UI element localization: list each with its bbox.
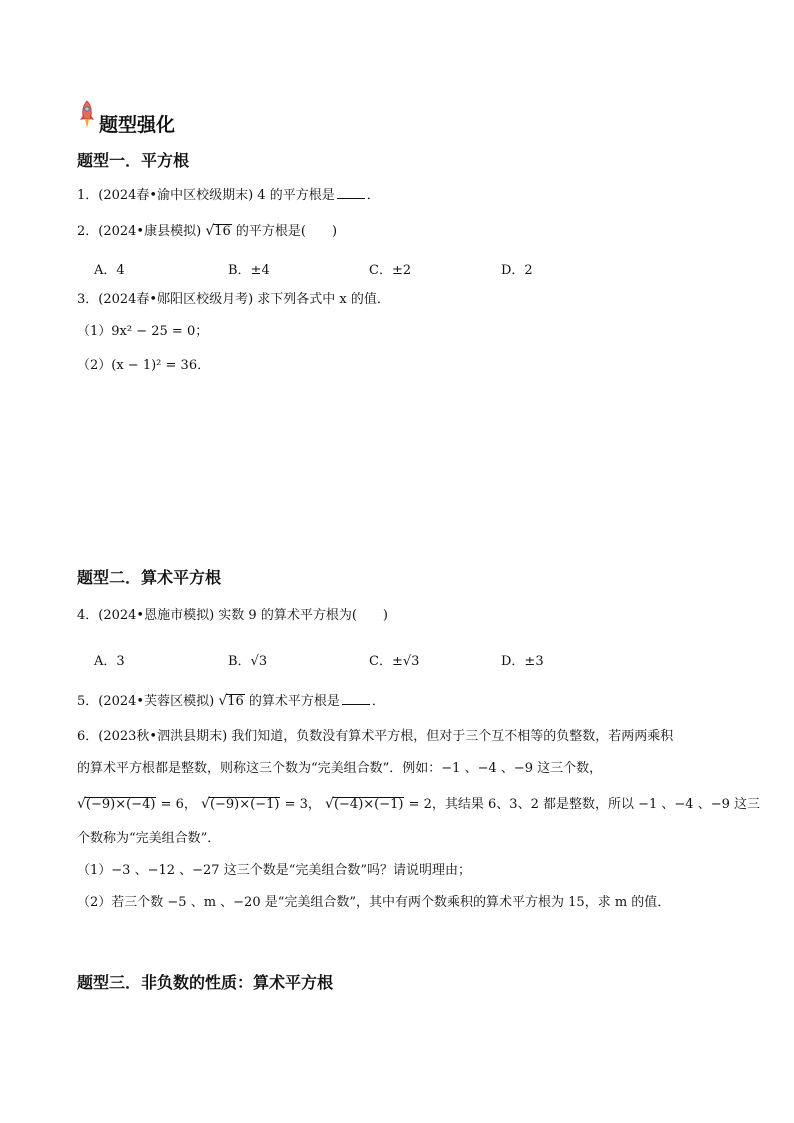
q4-option-b: B．√3 (228, 654, 268, 669)
q2-option-b: B．±4 (228, 263, 270, 278)
sqrt-sign: √ (77, 796, 86, 812)
q2-option-c: C．±2 (369, 263, 412, 278)
question-5 (77, 692, 385, 711)
result-text: = 6， (156, 797, 197, 812)
q4-option-d: D．±3 (501, 654, 544, 669)
question-2-source: 2．(2024•康县模拟) (77, 224, 206, 239)
section-heading-1: 题型一．平方根 (77, 151, 190, 170)
radicand: 16 (214, 224, 231, 239)
question-2 (77, 222, 337, 241)
question-5-text: 的算术平方根是 (244, 694, 340, 709)
result-text: = 2，其结果 6、3、2 都是整数，所以 −1 、−4 、−9 这三 (404, 797, 760, 812)
page-title: 题型强化 (99, 114, 176, 136)
question-5-end: ． (371, 694, 385, 709)
sqrt-sign: √ (218, 693, 228, 709)
radicand: 16 (227, 694, 244, 709)
question-3-part-1: （1）9x² − 25 = 0； (77, 324, 209, 339)
question-6-line-1: 6．(2023秋•泗洪县期末) 我们知道，负数没有算术平方根，但对于三个互不相等的负整数，若两两乘积 (77, 729, 674, 744)
question-6-line-3 (77, 795, 760, 814)
question-1 (77, 187, 380, 205)
question-6-line-2: 的算术平方根都是整数，则称这三个数为“完美组合数”．例如：−1 、−4 、−9 这三个数， (77, 761, 603, 776)
q4-option-c: C．±√3 (369, 654, 420, 669)
answer-blank (342, 704, 370, 705)
sqrt-sign: √ (325, 796, 334, 812)
result-text: = 3， (280, 797, 321, 812)
question-6-part-2: （2）若三个数 −5 、m 、−20 是“完美组合数”，其中有两个数乘积的算术平方根为 15，求 m 的值． (77, 895, 671, 910)
radicand: (−9)×(−4) (85, 797, 156, 812)
question-5-source: 5．(2024•芙蓉区模拟) (77, 694, 219, 709)
answer-blank (337, 198, 365, 199)
section-heading-3: 题型三．非负数的性质：算术平方根 (77, 973, 334, 992)
q4-option-a: A．3 (94, 654, 125, 669)
question-1-text: 1．(2024春•渝中区校级期末) 4 的平方根是 (77, 188, 335, 203)
sqrt-sign: √ (201, 796, 210, 812)
question-2-text: 的平方根是( ) (231, 224, 338, 239)
section-heading-2: 题型二．算术平方根 (77, 568, 222, 587)
rocket-icon (77, 100, 97, 130)
question-6-part-1: （1）−3 、−12 、−27 这三个数是“完美组合数”吗？请说明理由； (77, 863, 471, 878)
radicand: (−4)×(−1) (333, 797, 404, 812)
question-3-part-2: （2）(x − 1)² = 36． (77, 358, 211, 373)
question-3: 3．(2024春•郧阳区校级月考) 求下列各式中 x 的值． (77, 292, 390, 307)
q2-option-a: A．4 (94, 263, 125, 278)
radicand: (−9)×(−1) (209, 797, 280, 812)
question-6-line-4: 个数称为“完美组合数”． (77, 831, 221, 846)
question-4: 4．(2024•恩施市模拟) 实数 9 的算术平方根为( ) (77, 608, 388, 623)
q2-option-d: D．2 (501, 263, 533, 278)
question-1-end: ． (366, 188, 380, 203)
sqrt-sign: √ (205, 223, 215, 239)
